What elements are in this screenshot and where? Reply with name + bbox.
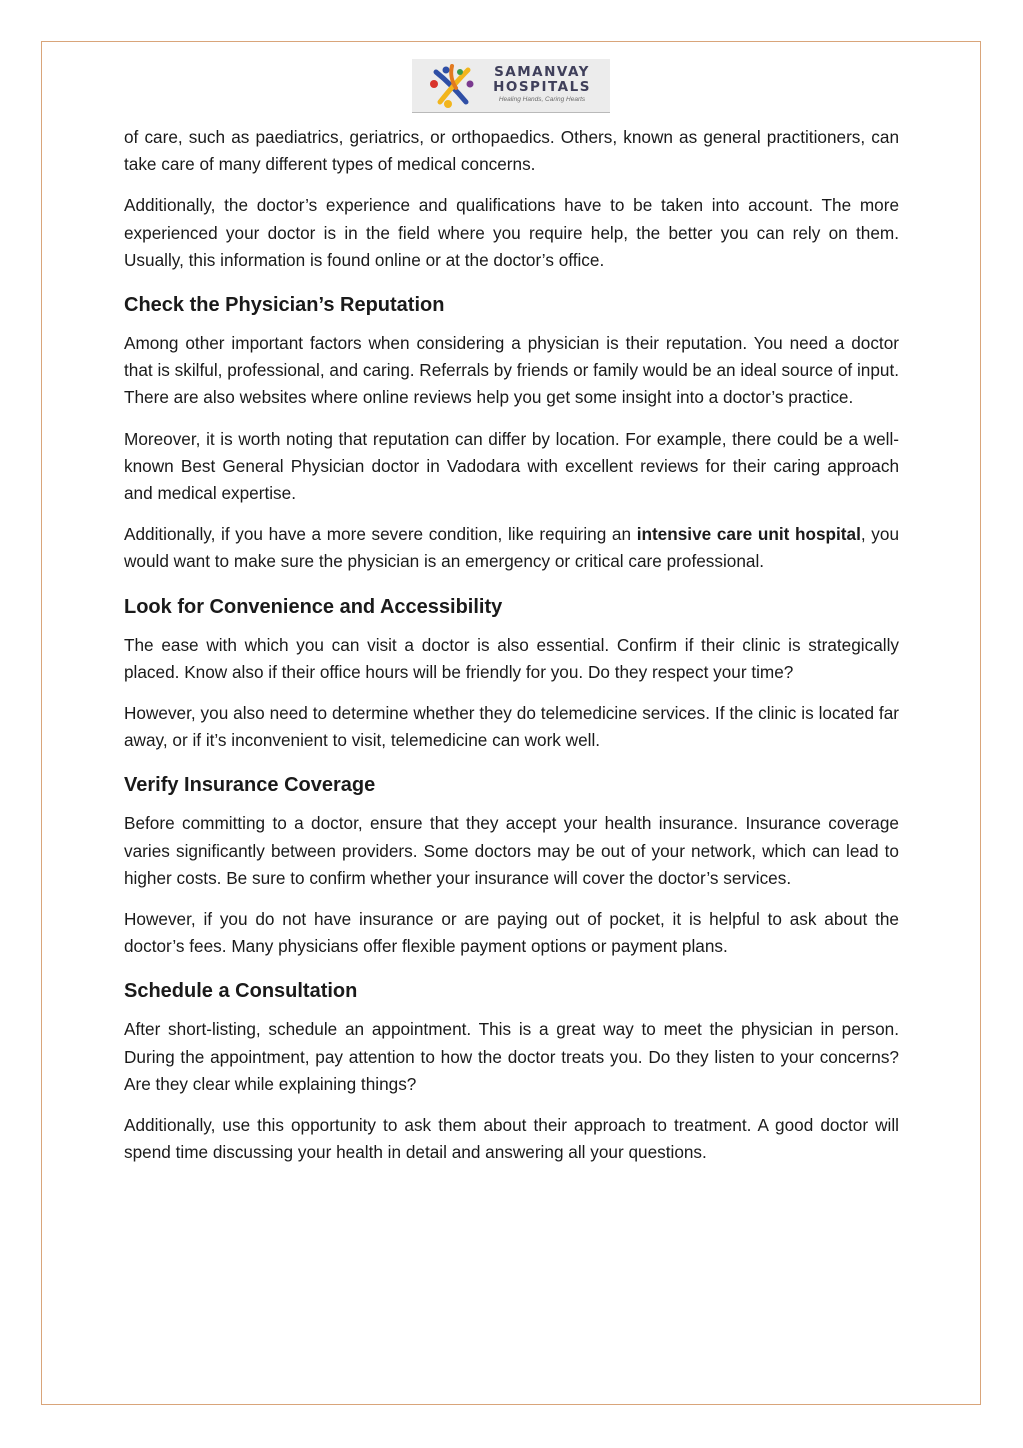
paragraph: After short-listing, schedule an appointment. This is a great way to meet the physician in person. During the appointment, pay attention to how the doctor treats you. Do they listen to your concerns? Are they clear while explaining things?	[124, 1019, 899, 1094]
paragraph: Additionally, the doctor’s experience and qualifications have to be taken into account. The more experienced your doctor is in the field where you require help, the better you can rely on them. Usually, this information is found online or at the doctor’s office.	[124, 195, 899, 270]
paragraph: Moreover, it is worth noting that reputation can differ by location. For example, there could be a well-known Best General Physician doctor in Vadodara with excellent reviews for their caring approach and medical expertise.	[124, 428, 899, 504]
paragraph: However, you also need to determine whether they do telemedicine services. If the clinic is located far away, or if it’s inconvenient to visit, telemedicine can work well.	[124, 703, 899, 751]
paragraph: of care, such as paediatrics, geriatrics, or orthopaedics. Others, known as general practitioners, can take care of many different types of medical concerns.	[124, 127, 899, 175]
paragraph: Additionally, use this opportunity to ask them about their approach to treatment. A good doctor will spend time discussing your health in detail and answering all your questions.	[124, 1115, 899, 1163]
paragraph	[124, 521, 899, 575]
text-span: Additionally, if you have a more severe condition, like requiring an	[124, 524, 637, 545]
document-body	[124, 124, 899, 1180]
section-heading-convenience: Look for Convenience and Accessibility	[124, 595, 503, 618]
paragraph: Before committing to a doctor, ensure that they accept your health insurance. Insurance coverage varies significantly between providers. Some doctors may be out of your network, which can lead to higher costs. Be sure to confirm whether your insurance will cover the doctor’s services.	[124, 813, 899, 888]
bold-keyword: intensive care unit hospital	[636, 524, 861, 545]
logo-name-line1: SAMANVAY	[494, 64, 590, 80]
logo-name-line2: HOSPITALS	[493, 79, 591, 95]
section-heading-insurance: Verify Insurance Coverage	[124, 774, 376, 797]
hospital-logo	[412, 59, 610, 113]
paragraph: However, if you do not have insurance or are paying out of pocket, it is helpful to ask about the doctor’s fees. Many physicians offer flexible payment options or payment plans.	[124, 909, 899, 957]
paragraph: Among other important factors when considering a physician is their reputation. You need a doctor that is skilful, professional, and caring. Referrals by friends or family would be an ideal source of input. There are also websites where online reviews help you get some insight into a doctor’s practice.	[124, 333, 899, 408]
paragraph: The ease with which you can visit a doctor is also essential. Confirm if their clinic is strategically placed. Know also if their office hours will be friendly for you. Do they respect your time?	[124, 634, 899, 682]
logo-emblem-icon	[426, 62, 478, 110]
logo-tagline: Healing Hands, Caring Hearts	[498, 96, 586, 103]
section-heading-consultation: Schedule a Consultation	[124, 980, 358, 1003]
text-span: , you would want to make sure the physician is an emergency or critical care professional.	[124, 524, 900, 572]
section-heading-reputation: Check the Physician’s Reputation	[124, 294, 445, 317]
